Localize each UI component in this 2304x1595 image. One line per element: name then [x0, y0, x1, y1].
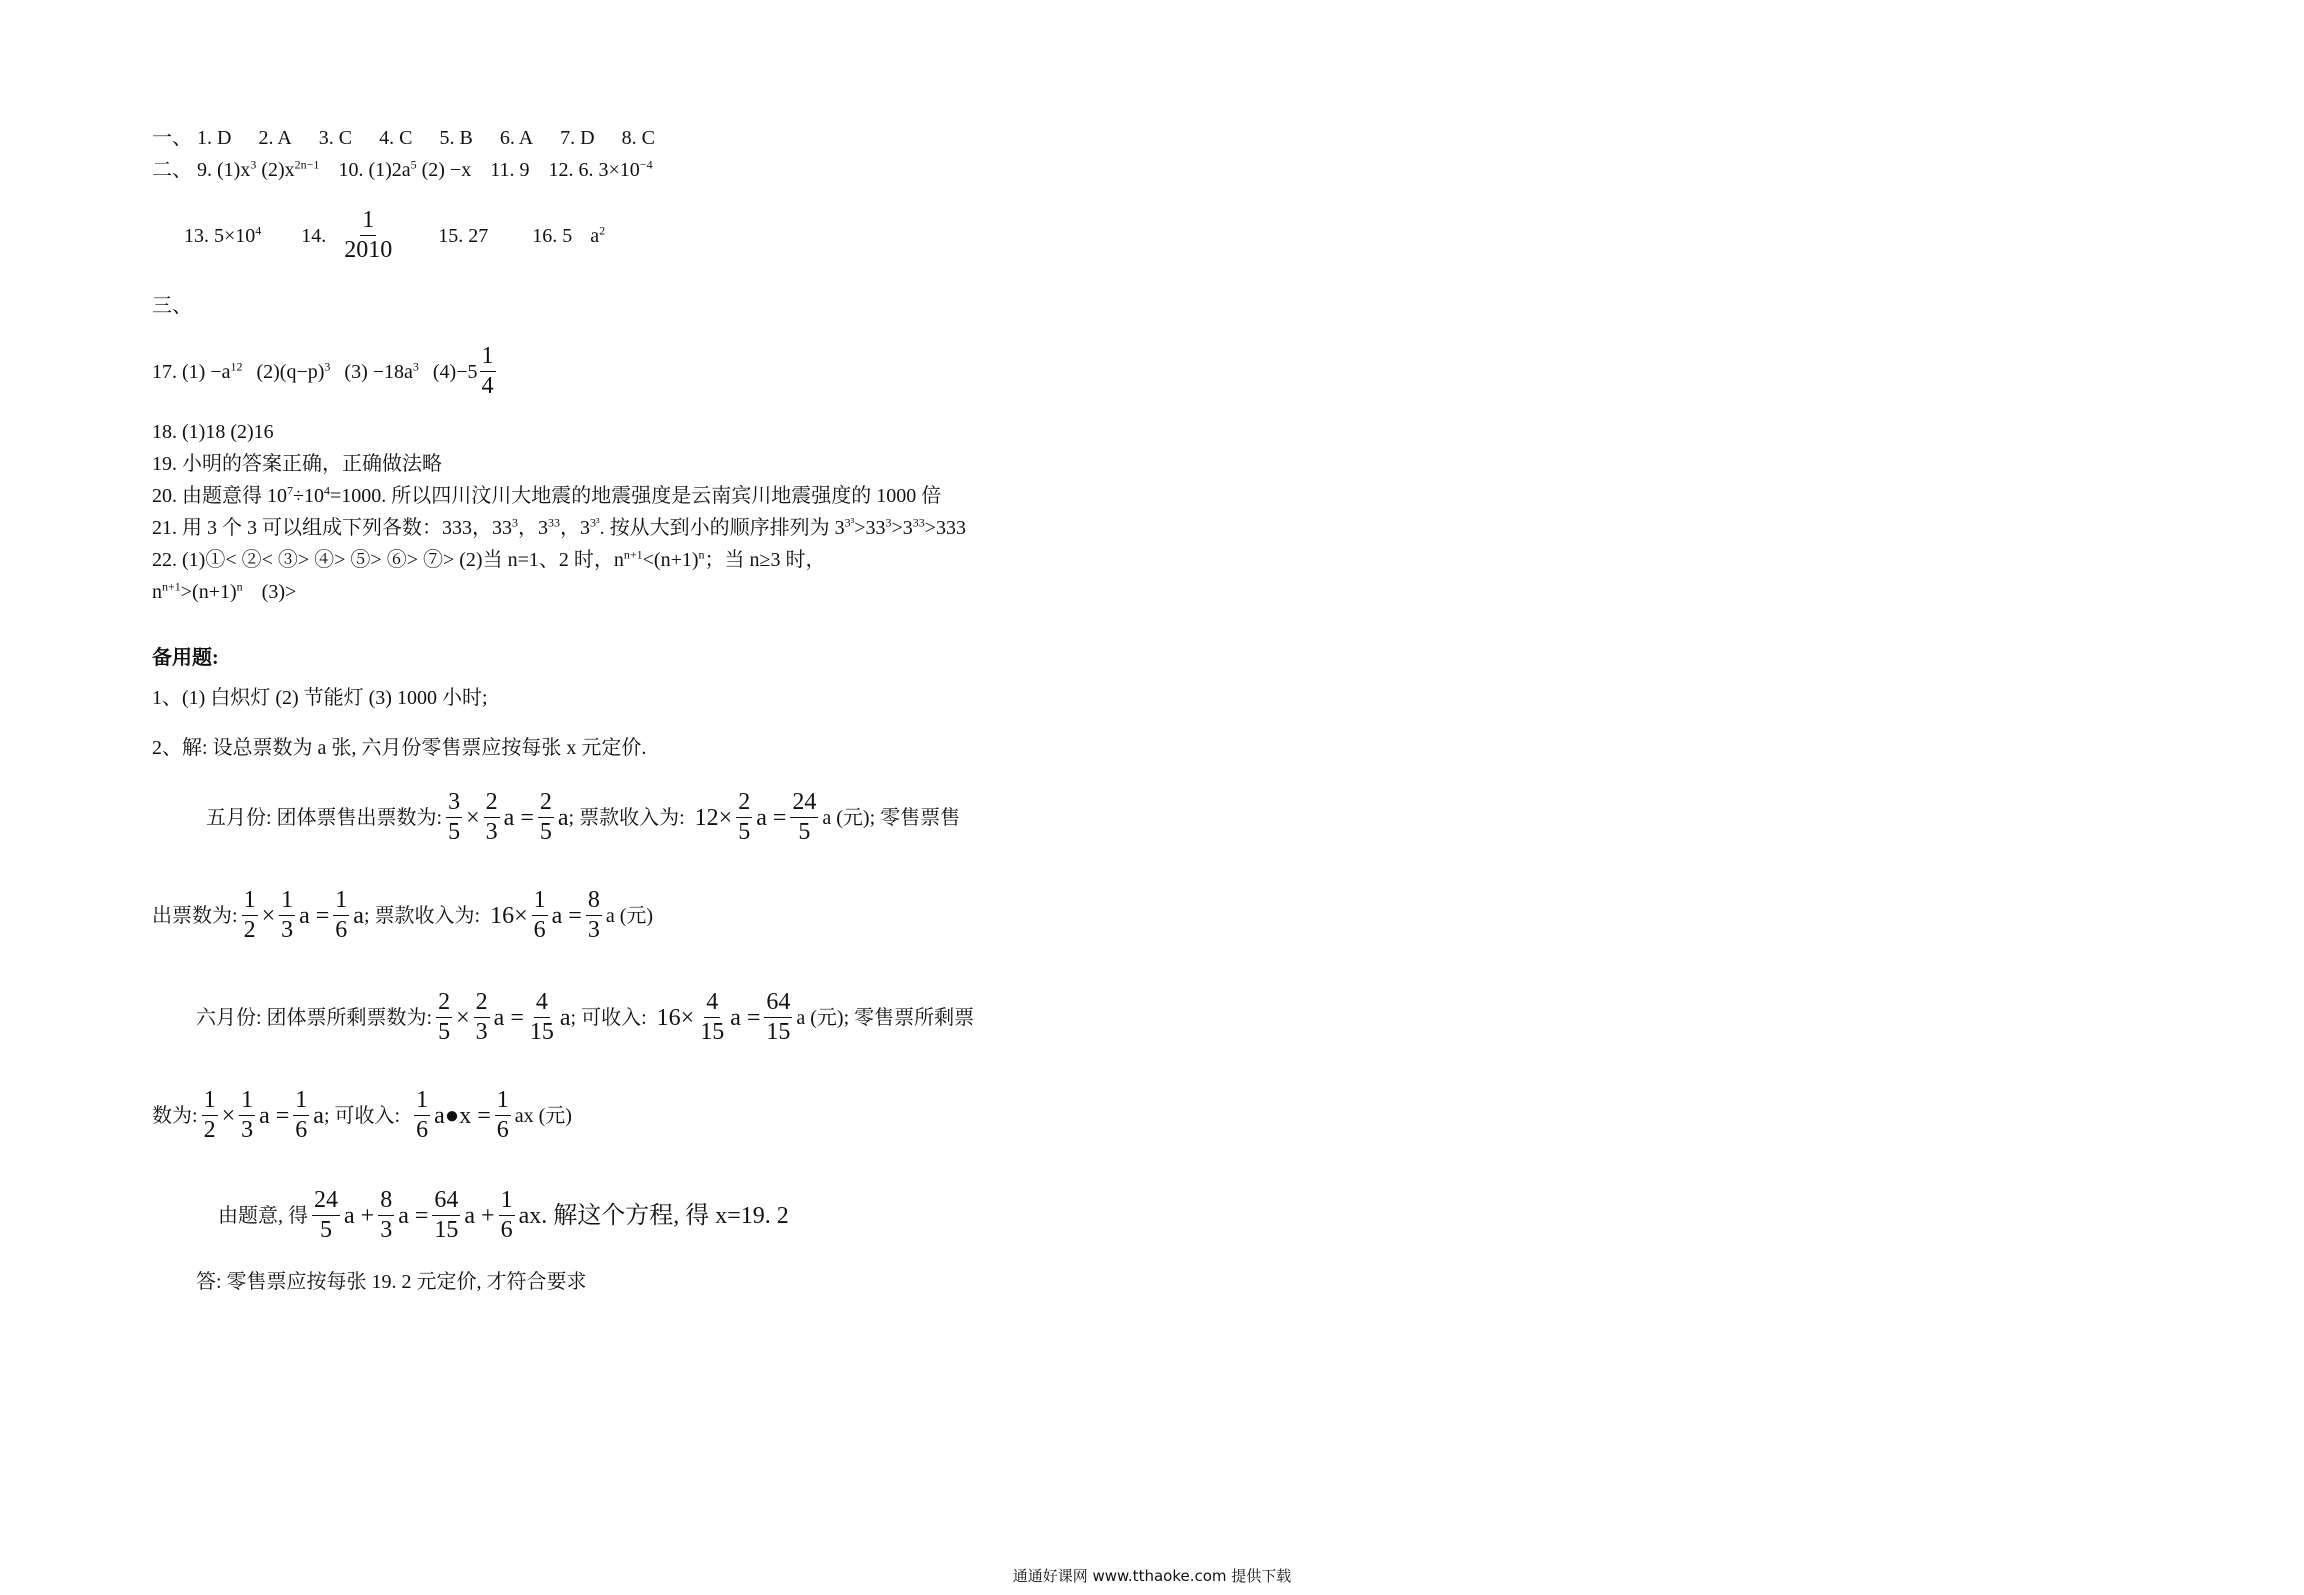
may-frac4: $\frac{2}{5}$ — [738, 789, 751, 846]
answer-2: 2. A — [258, 127, 292, 149]
q16: 16. 5 — [532, 224, 573, 247]
jun2-frac1: $\frac{1}{2}$ — [203, 1087, 216, 1144]
section3-label: 三、 — [152, 295, 192, 317]
q17-line — [152, 344, 500, 399]
jun2-frac2: $\frac{1}{3}$ — [241, 1087, 254, 1144]
backup-title: 备用题: — [152, 647, 219, 669]
may-unit: a (元); 零售票售 — [822, 806, 961, 829]
may-line1: 五月份: 团体票售出票数为: $\frac{3}{5}$ × $\frac{2}{3}$ a = $\frac{2}{5}$ a ; 票款收入为: 12× $\frac{2}{5}$ a = $\frac{24}{5}$ a (元); 零售票售 — [206, 789, 961, 846]
answer-7: 7. D — [560, 127, 595, 149]
q13: 13. $5\times 10^4$ — [184, 223, 262, 247]
q9a: $(1)x^3$ — [217, 157, 257, 181]
may2-frac2: $\frac{1}{3}$ — [281, 887, 294, 944]
equation-line: 由题意, 得 $\frac{24}{5}$ a + $\frac{8}{3}$ a = $\frac{64}{15}$ a + $\frac{1}{6}$ ax. 解这个方程, 得 x=19. 2 — [218, 1187, 789, 1244]
answer-5: 5. B — [439, 127, 473, 149]
q17b: $(2)(q-p)^3$ — [256, 359, 331, 383]
eq-frac4: $\frac{1}{6}$ — [500, 1187, 513, 1244]
may2-frac4: $\frac{1}{6}$ — [533, 887, 546, 944]
jun2-frac4: $\frac{1}{6}$ — [416, 1087, 429, 1144]
eq-frac3: $\frac{64}{15}$ — [434, 1187, 459, 1244]
q21-line: 21. 用 3 个 3 可以组成下列各数：333，$33^3$，$3^{33}$，$3^{3^3}$. 按从大到小的顺序排列为 $3^{3^3}>33^3>3^{33}>333$ — [152, 515, 967, 539]
section2-line1 — [152, 157, 653, 181]
may-label: 五月份: 团体票售出票数为: — [206, 806, 443, 829]
q16b: $a^2$ — [590, 223, 606, 247]
answer-6: 6. A — [499, 127, 534, 149]
q15: 15. 27 — [438, 224, 489, 247]
jun2-frac5: $\frac{1}{6}$ — [496, 1087, 509, 1144]
answer-3: 3. C — [318, 127, 353, 149]
final-answer: 答: 零售票应按每张 19. 2 元定价, 才符合要求 — [196, 1271, 587, 1293]
section1-line — [152, 128, 677, 148]
q9-number: 9. — [197, 159, 212, 181]
june-line1: 六月份: 团体票所剩票数为: $\frac{2}{5}$ × $\frac{2}{3}$ a = $\frac{4}{15}$ a ; 可收入: 16× $\frac{4}{15}$ a = $\frac{64}{15}$ a (元); 零售票所剩票 — [196, 989, 975, 1046]
may-line2: 出票数为: $\frac{1}{2}$ × $\frac{1}{3}$ a = $\frac{1}{6}$ a ; 票款收入为: 16× $\frac{1}{6}$ a = $\frac{8}{3}$ a (元) — [152, 887, 654, 944]
answer-1: 1. D — [197, 127, 232, 149]
q20-line: 20. 由题意得 $10^7\div 10^4=1000$. 所以四川汶川大地震的地震强度是云南宾川地震强度的 1000 倍 — [152, 483, 942, 507]
backup-p2: 2、解: 设总票数为 a 张, 六月份零售票应按每张 x 元定价. — [152, 737, 647, 759]
answer-4: 4. C — [379, 127, 413, 149]
q11: 11. 9 — [490, 159, 530, 181]
q10-number: 10. — [338, 159, 364, 181]
jun-frac3: $\frac{4}{15}$ — [529, 989, 554, 1046]
jun-frac1: $\frac{2}{5}$ — [438, 989, 451, 1046]
may-frac5: $\frac{24}{5}$ — [792, 789, 817, 846]
q10a: $(1)2a^5$ — [368, 157, 417, 181]
q9b: $(2)x^{2n-1}$ — [261, 157, 320, 181]
eq-frac2: $\frac{8}{3}$ — [380, 1187, 393, 1244]
answer-8: 8. C — [621, 127, 655, 149]
q22-line2: $n^{n+1}>(n+1)^n$ (3)> — [152, 579, 297, 603]
may-frac1: $\frac{3}{5}$ — [448, 789, 461, 846]
may2-frac3: $\frac{1}{6}$ — [335, 887, 348, 944]
jun-frac4: $\frac{4}{15}$ — [700, 989, 725, 1046]
jun-frac5: $\frac{64}{15}$ — [766, 989, 791, 1046]
backup-p1: 1、(1) 白炽灯 (2) 节能灯 (3) 1000 小时; — [152, 687, 488, 709]
eq-frac1: $\frac{24}{5}$ — [314, 1187, 338, 1244]
q14-number: 14. — [301, 224, 327, 247]
q17d-fraction: $\frac{1}{4}$ — [481, 343, 494, 400]
may2-frac5: $\frac{8}{3}$ — [587, 887, 600, 944]
q14-fraction: $\frac{1}{2010}$ — [344, 207, 393, 264]
q17a: 17. $(1) -a^{12}$ — [152, 359, 243, 383]
q18-line: 18. (1)18 (2)16 — [152, 421, 274, 443]
jun-frac2: $\frac{2}{3}$ — [475, 989, 488, 1046]
section1-label: 一、 — [152, 127, 192, 149]
section2-label: 二、 — [152, 159, 192, 181]
may2-frac1: $\frac{1}{2}$ — [243, 887, 256, 944]
q17c: $(3) -18a^3$ — [344, 359, 419, 383]
q17d: (4)−5 — [432, 360, 478, 383]
q12: 12. 6. $3\times 10^{-4}$ — [548, 157, 653, 181]
jun2-frac3: $\frac{1}{6}$ — [295, 1087, 308, 1144]
q22-line1: 22. (1)①< ②< ③> ④> ⑤> ⑥> ⑦> (2)当 n=1、2 时，$n^{n+1}<(n+1)^n$；当 n≥3 时， — [152, 547, 826, 571]
may-frac3: $\frac{2}{5}$ — [539, 789, 552, 846]
q19-line: 19. 小明的答案正确，正确做法略 — [152, 453, 442, 475]
q10b: (2) −x — [421, 159, 472, 181]
may-frac2: $\frac{2}{3}$ — [485, 789, 498, 846]
page-footer: 通通好课网 www.tthaoke.com 提供下载 — [1012, 1567, 1292, 1585]
may-income: ; 票款收入为: — [568, 806, 685, 829]
june-line2: 数为: $\frac{1}{2}$ × $\frac{1}{3}$ a = $\frac{1}{6}$ a ; 可收入: $\frac{1}{6}$ a●x = $\frac{1}{6}$ ax (元) — [152, 1087, 572, 1144]
section2-line2 — [184, 208, 605, 263]
